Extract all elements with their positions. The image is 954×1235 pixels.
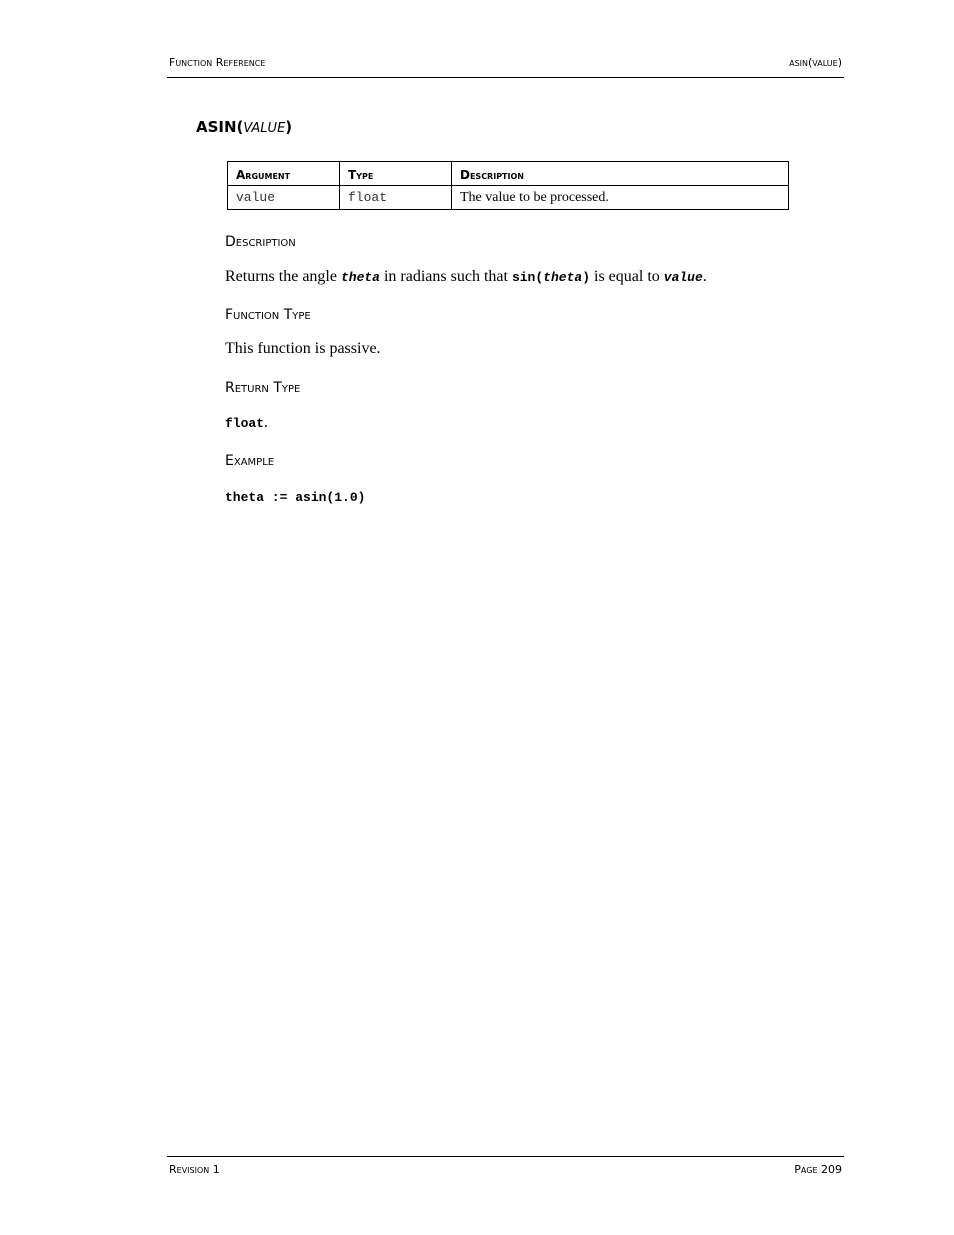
page-header [167,56,844,78]
header-function-name: asin(value) [789,56,842,69]
description-text [225,268,707,286]
function-type-heading: Function Type [225,307,311,323]
argument-table [227,161,789,210]
cell-type: float [340,186,452,210]
example-code: theta := asin(1.0) [225,490,366,505]
desc-code-theta: theta [340,270,380,285]
table-row [228,186,789,210]
cell-description: The value to be processed. [452,186,789,210]
desc-text-4: . [702,268,707,285]
desc-code-sin-open: sin( [511,270,544,285]
example-heading: Example [225,453,275,469]
desc-text-2: in radians such that [379,268,512,285]
cell-argument: value [228,186,340,210]
example-code-block [225,488,365,506]
return-type-text [225,414,268,432]
footer-page-number: Page 209 [794,1163,842,1176]
header-argument: Argument [228,162,340,186]
table-header-row [228,162,789,186]
function-title-name: ASIN( [196,118,244,136]
desc-code-sin [512,270,590,285]
function-title-arg: VALUE [243,121,286,136]
desc-text-1: Returns the angle [225,268,341,285]
desc-code-sin-close: ) [582,270,590,285]
desc-text-3: is equal to [590,268,664,285]
function-title-close: ) [285,118,293,136]
header-description: Description [452,162,789,186]
header-section-title: Function Reference [169,56,266,69]
description-heading: Description [225,234,296,250]
desc-code-sin-arg: theta [543,270,583,285]
return-type-heading: Return Type [225,380,301,396]
function-title [196,118,292,136]
desc-code-value: value [663,270,703,285]
footer-revision: Revision 1 [169,1163,220,1176]
function-type-text: This function is passive. [225,340,381,357]
return-type-code: float [225,416,265,431]
header-type: Type [340,162,452,186]
page-footer [167,1156,844,1179]
return-type-suffix: . [264,414,269,431]
